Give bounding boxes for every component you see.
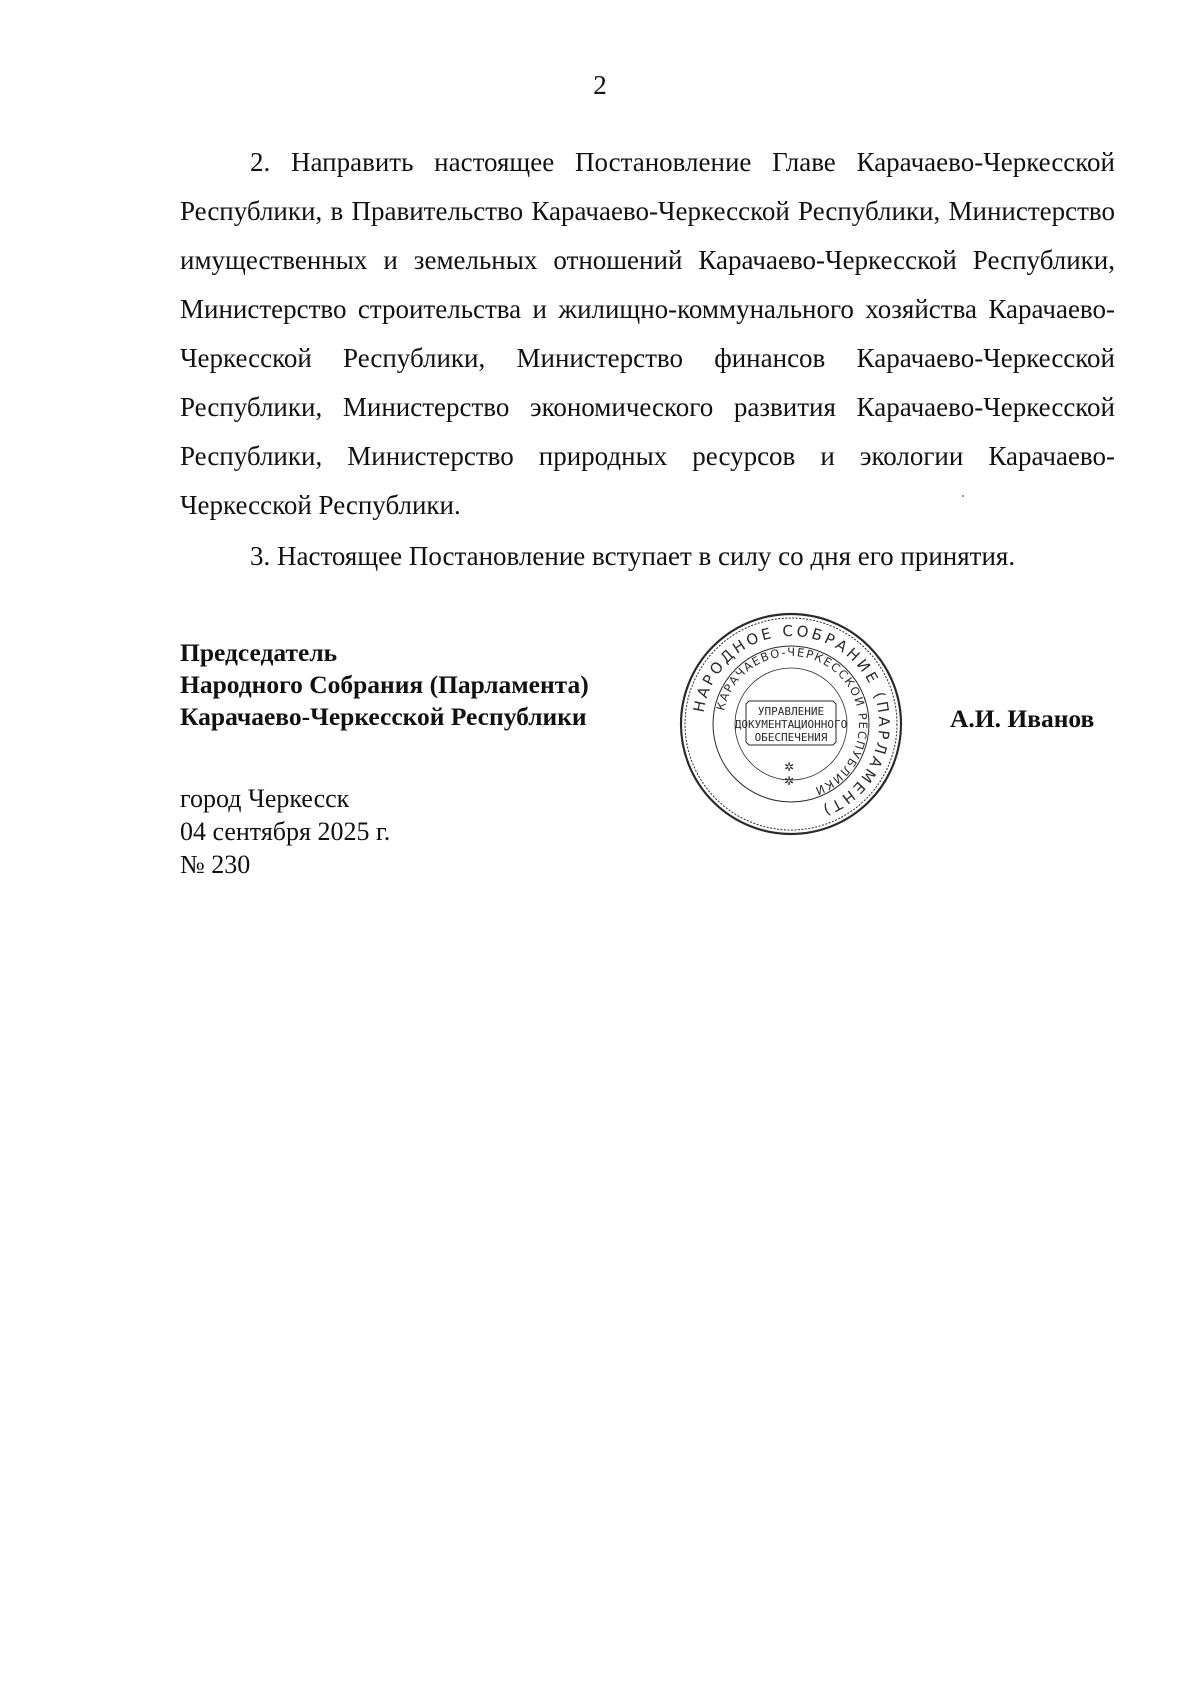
signer-title-line-1: Председатель [180, 638, 338, 667]
signer-name: А.И. Иванов [950, 704, 1095, 733]
signer-title-line-3: Карачаево-Черкесской Республики [180, 702, 587, 731]
scan-artifact [962, 495, 964, 497]
signer-title-line-2: Народного Собрания (Парламента) [180, 670, 589, 699]
stamp-star-icon-2: ✲ [783, 774, 795, 788]
paragraph-2: 2. Направить настоящее Постановление Главе Карачаево-Черкесской Республики, в Правительство Карачаево-Черкесской Республики, Министерство имущественных и земельных отношений Карачаево-Черкесской Республики, Министерство строительства и жилищно-коммунального хозяйства Карачаево-Черкесской Республики, Министерство финансов Карачаево-Черкесской Республики, Министерство экономического развития Карачаево-Черкесской Республики, Министерство природных ресурсов и экологии Карачаево-Черкесской Республики. [180, 147, 1115, 520]
stamp-center-line-2: ДОКУМЕНТАЦИОННОГО [734, 718, 848, 731]
document-date: 04 сентября 2025 г. [180, 817, 391, 846]
page-number: 2 [593, 70, 607, 100]
stamp-star-icon: ✲ [783, 760, 795, 774]
signer-title-block [180, 637, 589, 733]
city: город Черкесск [180, 784, 350, 813]
stamp-outer-ring-text: НАРОДНОЕ СОБРАНИЕ (ПАРЛАМЕНТ) [689, 621, 894, 821]
official-seal-stamp [676, 609, 906, 839]
document-number: № 230 [180, 850, 251, 879]
stamp-center-line-3: ОБЕСПЕЧЕНИЯ [754, 731, 828, 744]
stamp-center-line-1: УПРАВЛЕНИЕ [757, 705, 825, 718]
place-date-number-block [180, 782, 390, 881]
stamp-inner-ring-text: КАРАЧАЕВО-ЧЕРКЕССКОЙ РЕСПУБЛИКИ [713, 644, 871, 799]
paragraph-3: 3. Настоящее Постановление вступает в силу со дня его принятия. [250, 541, 1016, 571]
